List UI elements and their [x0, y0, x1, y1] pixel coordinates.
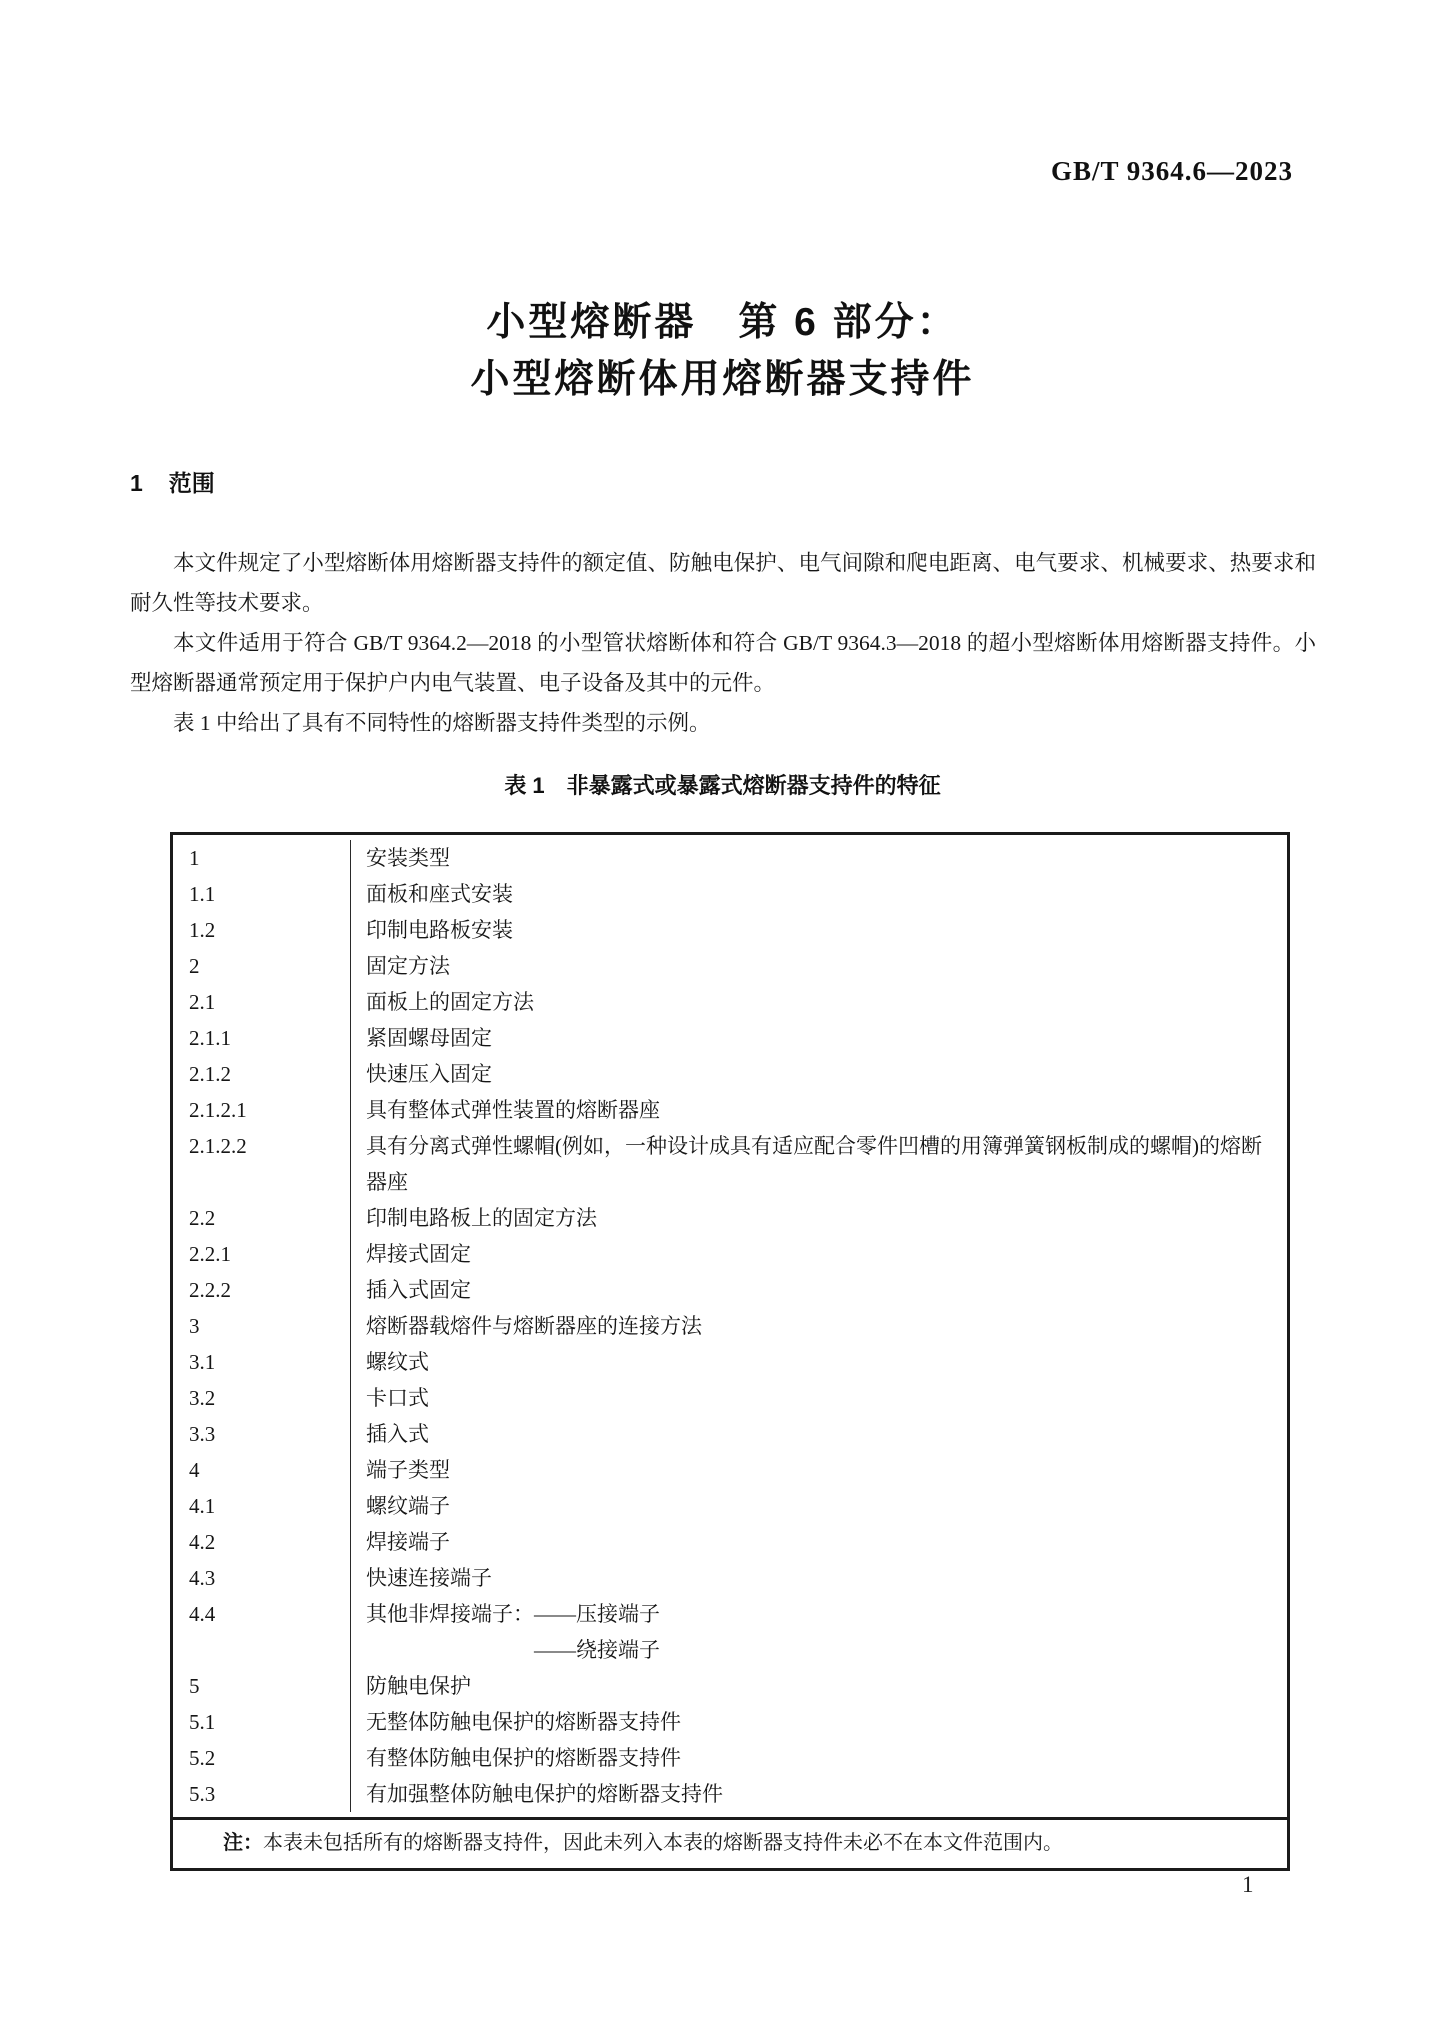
- table-row: [173, 1308, 1287, 1344]
- description-line: 无整体防触电保护的熔断器支持件: [366, 1710, 681, 1734]
- table-cell-description: [351, 876, 1287, 912]
- table-cell-item-number: 3.3: [173, 1416, 351, 1452]
- table-cell-description: [351, 1704, 1287, 1740]
- description-line: 插入式: [366, 1422, 429, 1446]
- table-row: [173, 1056, 1287, 1092]
- table-cell-description: [351, 1560, 1287, 1596]
- table-row: [173, 1380, 1287, 1416]
- table-cell-description: [351, 1236, 1287, 1272]
- table-cell-item-number: 1.1: [173, 876, 351, 912]
- table-cell-description: [351, 1596, 1287, 1668]
- table-cell-item-number: 1.2: [173, 912, 351, 948]
- document-title-line2: 小型熔断体用熔断器支持件: [470, 358, 975, 401]
- table-cell-description: [351, 1524, 1287, 1560]
- table-cell-description: [351, 1020, 1287, 1056]
- description-line: 安装类型: [366, 846, 450, 870]
- table-cell-description: [351, 1380, 1287, 1416]
- table-cell-item-number: 2.1.2.2: [173, 1128, 351, 1200]
- table-row: [173, 1416, 1287, 1452]
- table-row: [173, 1128, 1287, 1200]
- table-note: [173, 1817, 1287, 1868]
- table-row: [173, 948, 1287, 984]
- table-row: [173, 1272, 1287, 1308]
- table-cell-item-number: 4.1: [173, 1488, 351, 1524]
- table-row: [173, 1560, 1287, 1596]
- scope-paragraphs: [130, 543, 1316, 743]
- section-number: 1: [130, 470, 143, 496]
- description-line-2: ——绕接端子: [534, 1638, 660, 1662]
- table-row: [173, 1344, 1287, 1380]
- table-row: [173, 1020, 1287, 1056]
- description-line: 具有整体式弹性装置的熔断器座: [366, 1098, 660, 1122]
- document-title: [0, 294, 1445, 408]
- table-cell-description: [351, 1308, 1287, 1344]
- description-line: 快速连接端子: [366, 1566, 492, 1590]
- table-cell-description: [351, 984, 1287, 1020]
- table-note-label: 注：: [223, 1832, 263, 1854]
- description-line: 有加强整体防触电保护的熔断器支持件: [366, 1782, 723, 1806]
- table-cell-item-number: 2.2: [173, 1200, 351, 1236]
- table-row: [173, 984, 1287, 1020]
- table-row: [173, 1200, 1287, 1236]
- table-cell-description: [351, 1272, 1287, 1308]
- table-cell-item-number: 1: [173, 840, 351, 876]
- table-row: [173, 1776, 1287, 1812]
- table-cell-description: [351, 948, 1287, 984]
- table-cell-item-number: 3.1: [173, 1344, 351, 1380]
- table-cell-item-number: 3: [173, 1308, 351, 1344]
- table-cell-item-number: 4.4: [173, 1596, 351, 1668]
- section-title: 范围: [168, 470, 215, 496]
- description-line: 面板和座式安装: [366, 882, 513, 906]
- paragraph-scope-2: 本文件适用于符合 GB/T 9364.2—2018 的小型管状熔断体和符合 GB/T 9364.3—2018 的超小型熔断体用熔断器支持件。小型熔断器通常预定用于保护户内电气装置、电子设备及其中的元件。: [130, 631, 1316, 695]
- table-cell-item-number: 2: [173, 948, 351, 984]
- table-cell-description: [351, 840, 1287, 876]
- paragraph-scope-3: 表 1 中给出了具有不同特性的熔断器支持件类型的示例。: [173, 711, 711, 735]
- table-row: [173, 1236, 1287, 1272]
- document-title-line1: 小型熔断器 第 6 部分：: [486, 301, 959, 344]
- table-cell-description: [351, 1092, 1287, 1128]
- table-row: [173, 1668, 1287, 1704]
- table-cell-description: [351, 1128, 1287, 1200]
- paragraph-scope-1: 本文件规定了小型熔断体用熔断器支持件的额定值、防触电保护、电气间隙和爬电距离、电气要求、机械要求、热要求和耐久性等技术要求。: [130, 551, 1316, 615]
- table-cell-description: [351, 1668, 1287, 1704]
- description-line: 具有分离式弹性螺帽(例如，一种设计成具有适应配合零件凹槽的用簿弹簧钢板制成的螺帽)的熔断器座: [366, 1134, 1262, 1194]
- description-line: 快速压入固定: [366, 1062, 492, 1086]
- table-row: [173, 1452, 1287, 1488]
- table-cell-item-number: 2.2.1: [173, 1236, 351, 1272]
- description-line: 其他非焊接端子：——压接端子: [366, 1602, 660, 1626]
- table-cell-item-number: 2.1.2.1: [173, 1092, 351, 1128]
- table-row: [173, 1704, 1287, 1740]
- description-line: 面板上的固定方法: [366, 990, 534, 1014]
- table-cell-item-number: 5: [173, 1668, 351, 1704]
- table-cell-description: [351, 1416, 1287, 1452]
- table-cell-item-number: 4.3: [173, 1560, 351, 1596]
- table-cell-item-number: 5.3: [173, 1776, 351, 1812]
- description-line: 固定方法: [366, 954, 450, 978]
- table-cell-description: [351, 1056, 1287, 1092]
- table-row: [173, 1596, 1287, 1668]
- page-number: 1: [1242, 1872, 1254, 1897]
- description-line: 焊接式固定: [366, 1242, 471, 1266]
- table-row: [173, 1524, 1287, 1560]
- table-caption: 表 1 非暴露式或暴露式熔断器支持件的特征: [504, 773, 941, 798]
- table-row: [173, 1092, 1287, 1128]
- characteristics-table: [170, 832, 1290, 1871]
- description-line: 端子类型: [366, 1458, 450, 1482]
- description-line: 有整体防触电保护的熔断器支持件: [366, 1746, 681, 1770]
- description-line: 螺纹端子: [366, 1494, 450, 1518]
- table-cell-item-number: 2.1.1: [173, 1020, 351, 1056]
- table-cell-item-number: 3.2: [173, 1380, 351, 1416]
- description-line: 印制电路板上的固定方法: [366, 1206, 597, 1230]
- table-cell-description: [351, 1488, 1287, 1524]
- table-row: [173, 840, 1287, 876]
- table-cell-description: [351, 1452, 1287, 1488]
- table-cell-description: [351, 912, 1287, 948]
- table-cell-item-number: 5.1: [173, 1704, 351, 1740]
- table-cell-item-number: 2.1.2: [173, 1056, 351, 1092]
- description-line: 印制电路板安装: [366, 918, 513, 942]
- table-row: [173, 1740, 1287, 1776]
- table-row: [173, 876, 1287, 912]
- table-cell-description: [351, 1740, 1287, 1776]
- description-line: 防触电保护: [366, 1674, 471, 1698]
- table-cell-item-number: 2.1: [173, 984, 351, 1020]
- standard-number: GB/T 9364.6—2023: [1050, 156, 1293, 186]
- description-line: 焊接端子: [366, 1530, 450, 1554]
- table-cell-description: [351, 1344, 1287, 1380]
- table-body: [173, 835, 1287, 1817]
- table-cell-item-number: 5.2: [173, 1740, 351, 1776]
- table-row: [173, 1488, 1287, 1524]
- description-line: 紧固螺母固定: [366, 1026, 492, 1050]
- table-row: [173, 912, 1287, 948]
- table-cell-item-number: 2.2.2: [173, 1272, 351, 1308]
- table-cell-description: [351, 1200, 1287, 1236]
- table-cell-item-number: 4.2: [173, 1524, 351, 1560]
- section-heading-scope: [130, 465, 215, 498]
- description-line: 熔断器载熔件与熔断器座的连接方法: [366, 1314, 702, 1338]
- table-cell-description: [351, 1776, 1287, 1812]
- description-line: 插入式固定: [366, 1278, 471, 1302]
- table-cell-item-number: 4: [173, 1452, 351, 1488]
- table-note-text: 本表未包括所有的熔断器支持件，因此未列入本表的熔断器支持件未必不在本文件范围内。: [263, 1832, 1063, 1854]
- description-line: 卡口式: [366, 1386, 429, 1410]
- description-line: 螺纹式: [366, 1350, 429, 1374]
